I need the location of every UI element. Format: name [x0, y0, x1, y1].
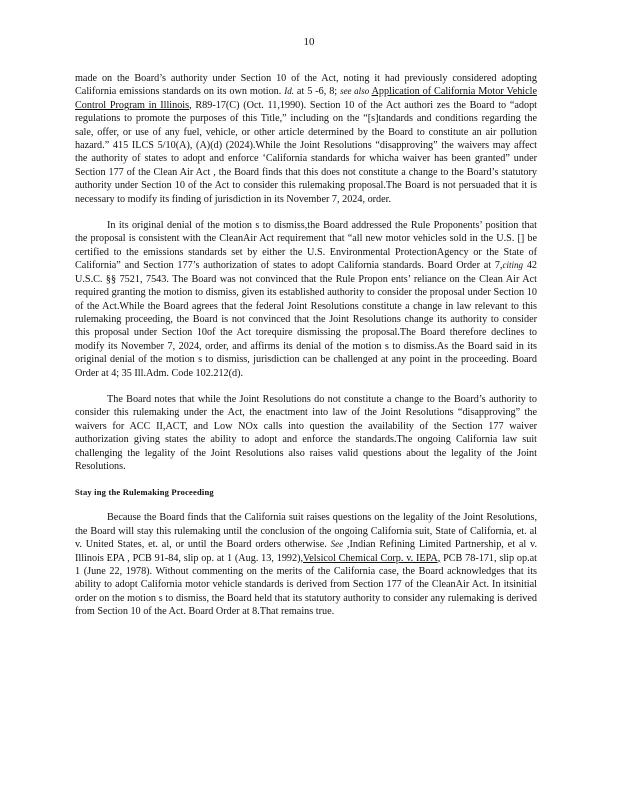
paragraph-joint-resolutions: The Board notes that while the Joint Resolutions do not constitute a change to the Board’s authority to consider this rulemaking under the Act, the enactment into law of the Joint Resolutions “disapproving” the waivers for ACC II,ACT, and Low NOx calls into question the availability of the Section 177 waiver authorization giving states the ability to adopt and enforce the standards.The ongoing California law suit challenging the legality of the Joint Resolutions also raises valid questions about the legality of the Joint Resolutions. [75, 393, 537, 472]
paragraph-stay [75, 511, 537, 618]
text-run: made on the Board’s authority under Section 10 of the Act, noting it had previously considered adopting California emissions standards on its own motion. [75, 73, 537, 98]
citation-signal: citing [502, 260, 524, 271]
section-heading-text: Stay ing the Rulemaking Proceeding [75, 487, 214, 498]
citation-signal: See [330, 539, 344, 550]
text-run: ,Indian Refining Limited Partnership, et al v. Illinois EPA , PCB 91-84, slip op. at 1 (Aug. 13, 1992), [75, 539, 538, 564]
text-run: In its original denial of the motion s to dismiss,the Board addressed the Rule Proponents’ position that the proposal is consistent with the CleanAir Act requirement that “all new motor vehicles sold in the U.S. [] be certified to the emissions standards set by either the U.S. Environmental ProtectionAgency or the State of California” and Section 177’s authorization of states to adopt California standards. Board Order at 7, [75, 220, 537, 272]
text-run: 42 U.S.C. §§ 7521, 7543. The Board was not convinced that the Rule Propon ents’ reliance on the Clean Air Act required granting the motion to dismiss, given its established authority to consider the proposal under Section 10 of the Act.While the Board agrees that the federal Joint Resolutions constitute a change in law relevant to this rulemaking proceeding, the Board is not convinced that the Joint Resolutions change its authority to consider this proposal under Section 10of the Act torequire dismissing the proposal.The Board therefore declines to modify its November 7, 2024, order, and affirms its denial of the motion s to dismiss.As the Board said in its original denial of the motion s to dismiss, jurisdiction can be challenged at any point in the proceeding. Board Order at 4; 35 Ill.Adm. Code 102.212(d). [75, 260, 538, 379]
paragraph-clean-air-act [75, 219, 537, 380]
case-citation: Velsicol Chemical Corp. v. IEPA, [303, 552, 441, 564]
section-heading [75, 487, 537, 497]
case-citation: Application of California Motor Vehicle Control Program in Illinois [75, 86, 538, 111]
page-number: 10 [303, 36, 315, 48]
paragraph-jurisdiction [75, 72, 537, 206]
text-run: Because the Board finds that the California suit raises questions on the legality of the Joint Resolutions, the Board will stay this rulemaking until the conclusion of the ongoing California suit, State of California, et. al v. United States, et. al, or until the Board orders otherwise. [75, 512, 537, 551]
citation-signal: Id. [284, 86, 294, 97]
text-run: at 5 -6, 8; [294, 86, 341, 98]
citation-signal: see also [340, 86, 370, 97]
text-run: , R89-17(C) (Oct. 11,1990). Section 10 of the Act authori zes the Board to “adopt regulations to promote the purposes of this Title,” including on the “[s]tandards and conditions regarding the sale, offer, or use of any fuel, vehicle, or other article determined by the Board to constitute an air pollution hazard.” 415 ILCS 5/10(A), (A)(d) (2024).While the Joint Resolutions “disapproving” the waivers may affect the authority of states to adopt and enforce ‘California standards for whicha waiver has been granted” under Section 177 of the Clean Air Act , the Board finds that this does not constitute a change to the Board’s statutory authority under Section 10 of the Act to consider this rulemaking proposal.The Board is not persuaded that it is necessary to modify its finding of jurisdiction in its November 7, 2024, order. [75, 99, 537, 205]
text-run: PCB 78-171, slip op.at 1 (June 22, 1978). Without commenting on the merits of the California case, the Board acknowledges that its ability to adopt California motor vehicle standards is derived from Section 177 of the CleanAir Act. In itsinitial order on the motion s to dismiss, the Board held that its statutory authority to consider any rulemaking is derived from Section 10 of the Act. Board Order at 8.That remains true. [75, 552, 537, 618]
document-body [75, 72, 537, 619]
